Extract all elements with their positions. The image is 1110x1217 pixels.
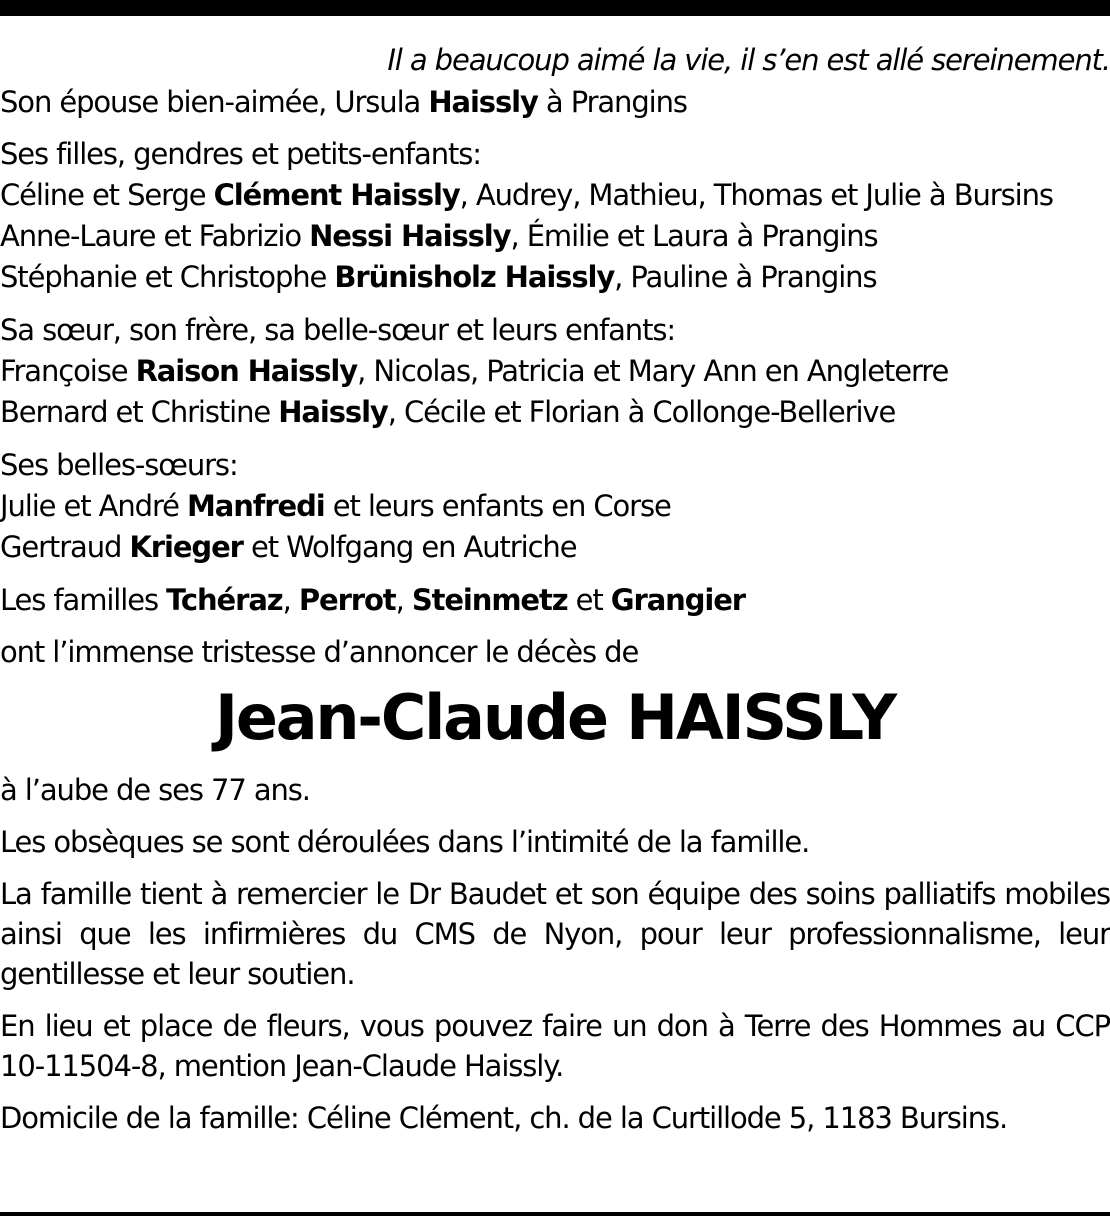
sister-in-law-line-suffix: et leurs enfants en Corse <box>324 489 671 523</box>
announcement-line: ont l’immense tristesse d’annoncer le décès de <box>0 635 639 669</box>
domicile-line: Domicile de la famille: Céline Clément, ch. de la Curtillode 5, 1183 Bursins. <box>0 1101 1008 1135</box>
daughter-line-surname: Nessi Haissly <box>309 219 511 253</box>
families-line <box>0 580 1110 620</box>
daughter-line-prefix: Anne-Laure et Fabrizio <box>0 219 310 253</box>
sister-in-law-line-prefix: Gertraud <box>0 530 130 564</box>
wife-line <box>0 82 1110 122</box>
daughter-line-prefix: Céline et Serge <box>0 178 214 212</box>
sister-in-law-line-suffix: et Wolfgang en Autriche <box>242 530 577 564</box>
sister-in-law-line-surname: Krieger <box>129 530 243 564</box>
families-separator: , <box>395 583 412 617</box>
families-separator: et <box>567 583 611 617</box>
sibling-line-prefix: Françoise <box>0 354 136 388</box>
siblings-heading: Sa sœur, son frère, sa belle-sœur et leurs enfants: <box>0 313 676 347</box>
daughter-line-suffix: , Émilie et Laura à Prangins <box>510 219 878 253</box>
wife-suffix: à Prangins <box>537 85 687 119</box>
wife-surname: Haissly <box>428 85 538 119</box>
sisters-in-law-group <box>0 445 1110 568</box>
sister-in-law-line <box>0 486 1110 527</box>
sibling-line <box>0 392 1110 433</box>
daughters-group <box>0 134 1110 298</box>
donation-paragraph: En lieu et place de fleurs, vous pouvez faire un don à Terre des Hommes au CCP 10-11504-8, mention Jean-Claude Haissly. <box>0 1009 1110 1083</box>
daughter-line-surname: Brünisholz Haissly <box>334 260 615 294</box>
daughter-line-suffix: , Pauline à Prangins <box>614 260 877 294</box>
sister-in-law-line-surname: Manfredi <box>187 489 325 523</box>
daughter-line-prefix: Stéphanie et Christophe <box>0 260 335 294</box>
daughters-heading: Ses filles, gendres et petits-enfants: <box>0 137 481 171</box>
families-separator: , <box>282 583 299 617</box>
motto: Il a beaucoup aimé la vie, il s’en est allé sereinement. <box>387 43 1110 77</box>
family-name: Tchéraz <box>166 583 283 617</box>
wife-prefix: Son épouse bien-aimée, Ursula <box>0 85 429 119</box>
sibling-line <box>0 351 1110 392</box>
family-name: Steinmetz <box>411 583 568 617</box>
sisters-in-law-heading: Ses belles-sœurs: <box>0 448 238 482</box>
daughter-line <box>0 216 1110 257</box>
age-line: à l’aube de ses 77 ans. <box>0 773 310 807</box>
sibling-line-suffix: , Cécile et Florian à Collonge-Bellerive <box>387 395 896 429</box>
obituary-notice <box>0 40 1110 1138</box>
sibling-line-prefix: Bernard et Christine <box>0 395 279 429</box>
deceased-name: Jean-Claude HAISSLY <box>215 681 895 754</box>
top-rule <box>0 0 1110 16</box>
siblings-group <box>0 310 1110 433</box>
daughter-line-suffix: , Audrey, Mathieu, Thomas et Julie à Bursins <box>459 178 1053 212</box>
sibling-line-surname: Haissly <box>278 395 388 429</box>
sibling-line-surname: Raison Haissly <box>135 354 358 388</box>
families-prefix: Les familles <box>0 583 167 617</box>
daughter-line <box>0 175 1110 216</box>
sister-in-law-line <box>0 527 1110 568</box>
bottom-rule <box>0 1212 1110 1216</box>
thanks-paragraph: La famille tient à remercier le Dr Baudet et son équipe des soins palliatifs mobiles ainsi que les infirmières du CMS de Nyon, pour leur professionnalisme, leur gentillesse et leur soutien. <box>0 877 1110 991</box>
family-name: Grangier <box>610 583 745 617</box>
sibling-line-suffix: , Nicolas, Patricia et Mary Ann en Angleterre <box>357 354 949 388</box>
family-name: Perrot <box>298 583 396 617</box>
daughter-line-surname: Clément Haissly <box>213 178 460 212</box>
funeral-line: Les obsèques se sont déroulées dans l’intimité de la famille. <box>0 825 810 859</box>
sister-in-law-line-prefix: Julie et André <box>0 489 188 523</box>
daughter-line <box>0 257 1110 298</box>
